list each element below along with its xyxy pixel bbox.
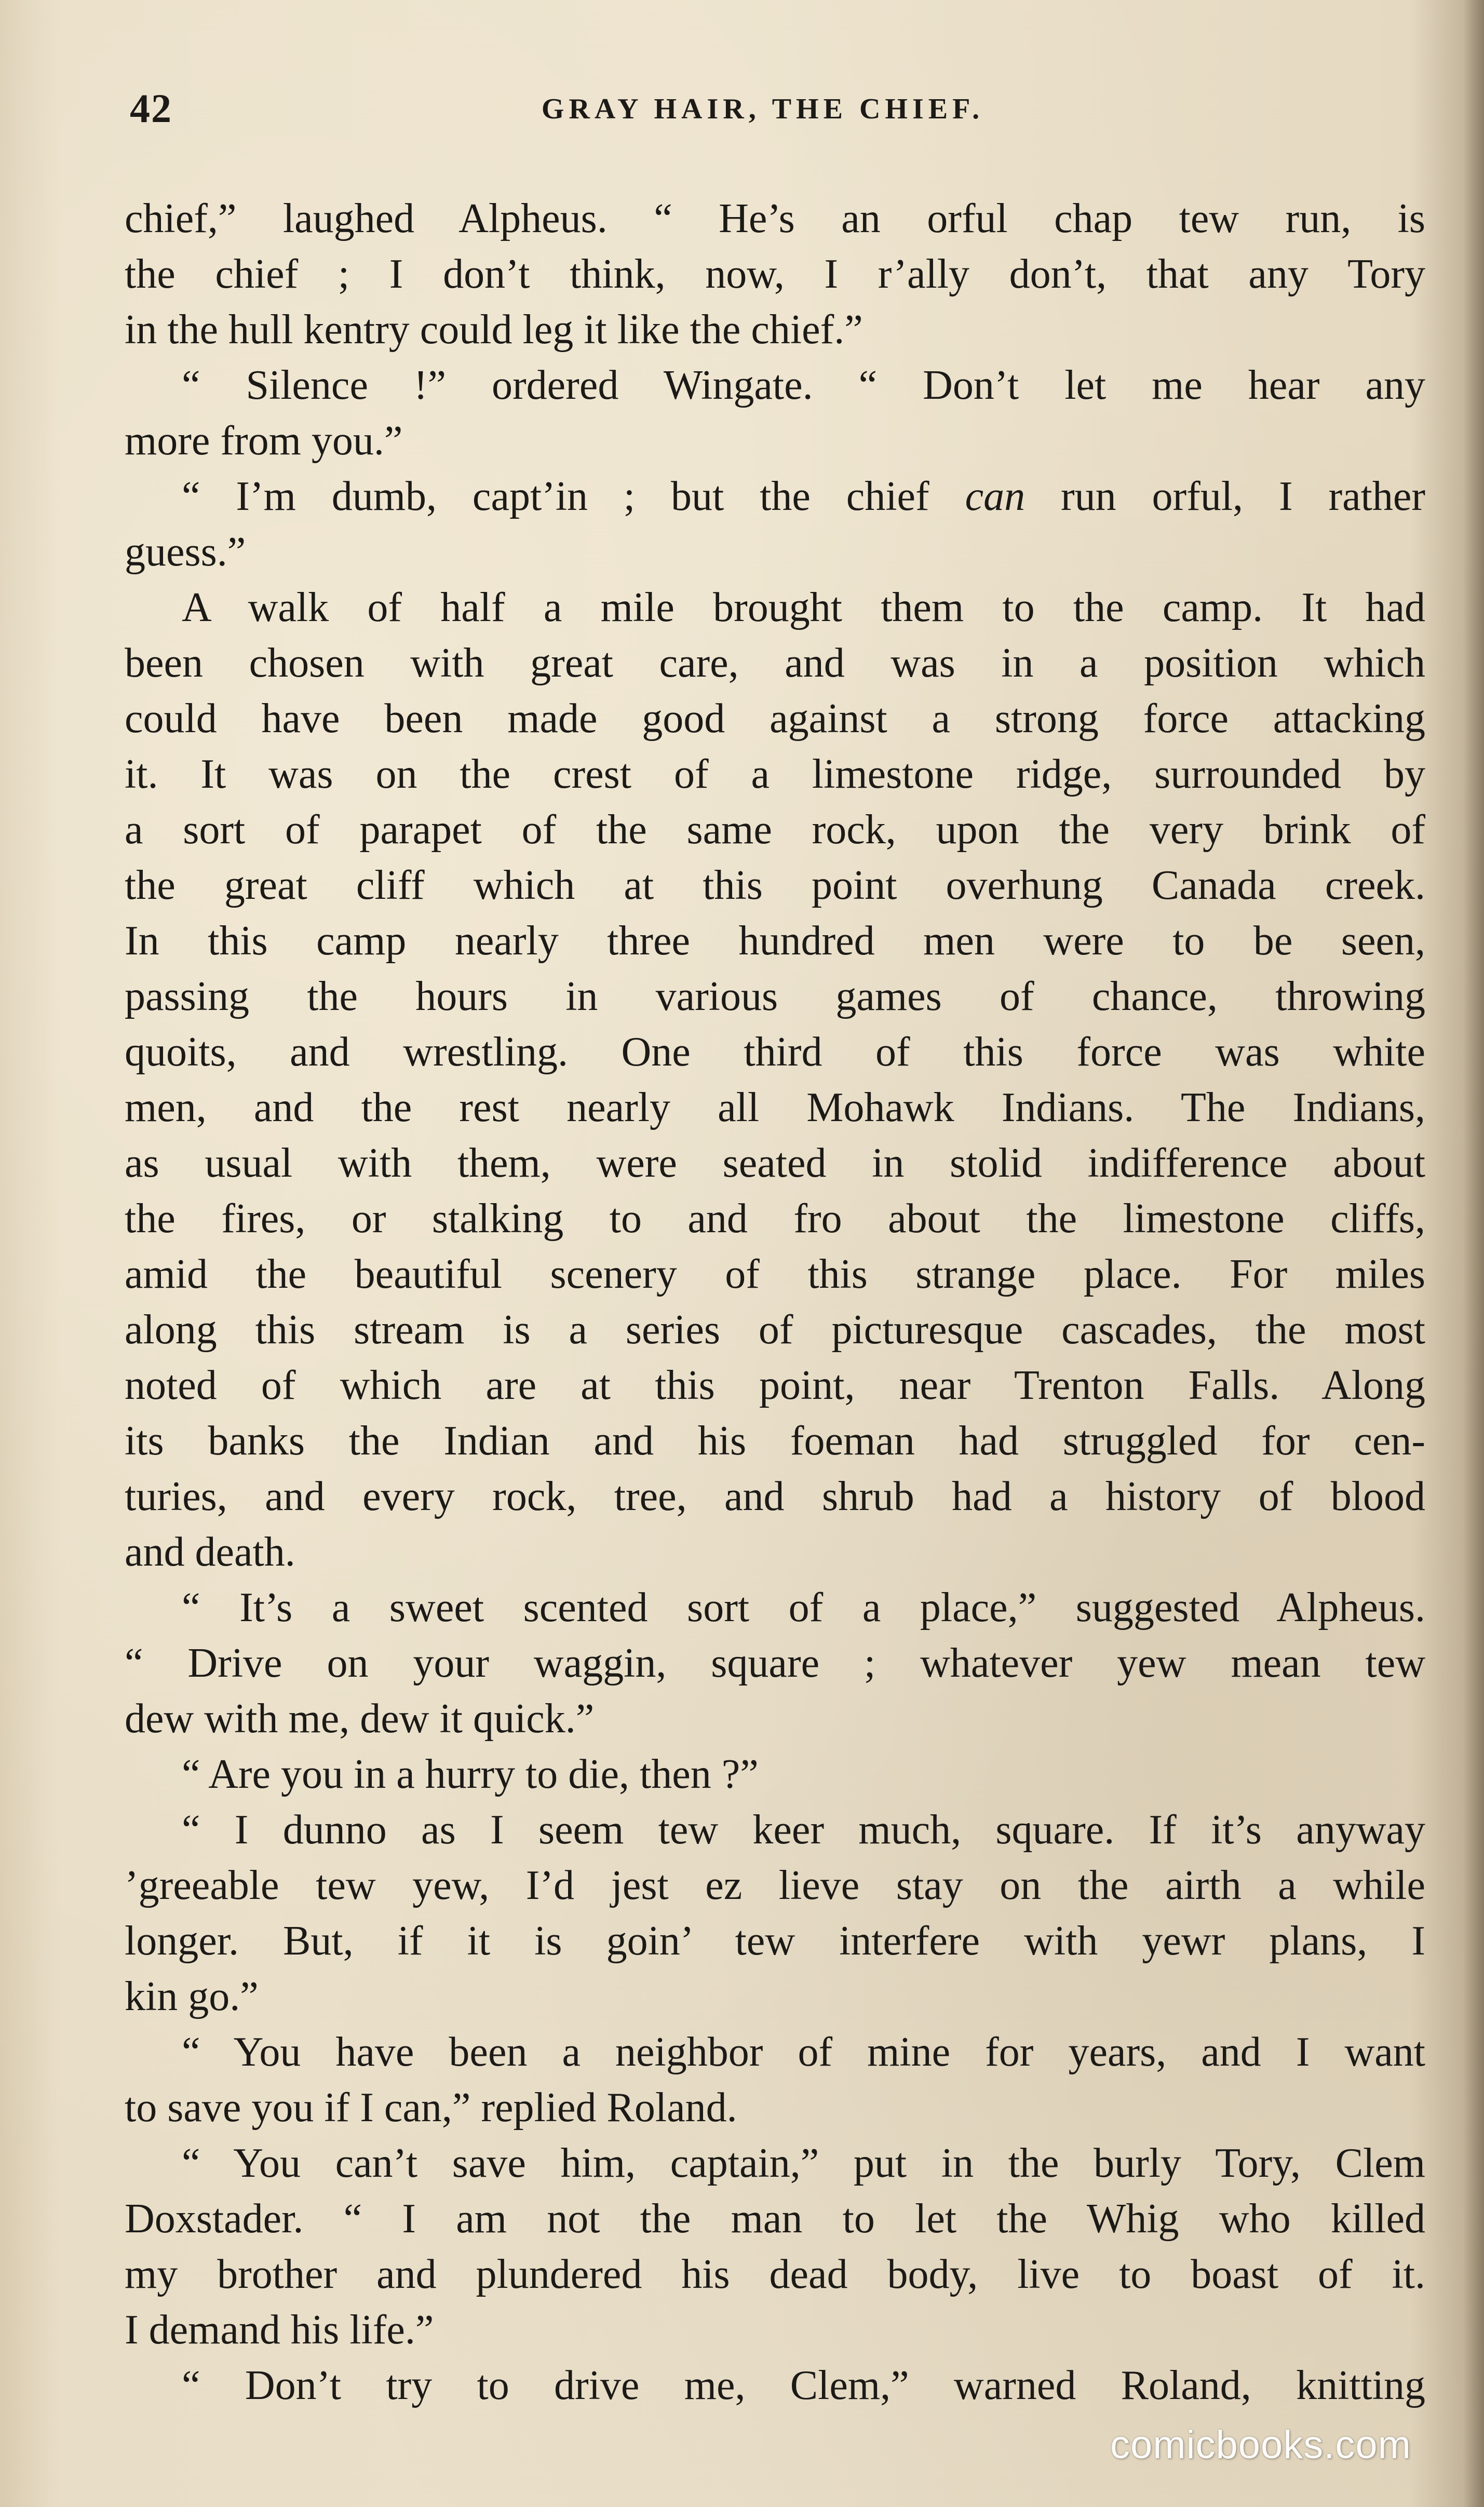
text-line: In this camp nearly three hundred men were to be seen, <box>125 918 1425 964</box>
text-line: passing the hours in various games of chance, throwing <box>125 974 1425 1019</box>
text-line: more from you.” <box>125 418 403 464</box>
text-line: “ I dunno as I seem tew keer much, square. If it’s anyway <box>182 1807 1425 1853</box>
text-line: “ You have been a neighbor of mine for years, and I want <box>182 2029 1425 2075</box>
running-head: GRAY HAIR, THE CHIEF. <box>541 93 984 125</box>
text-line: been chosen with great care, and was in a position which <box>125 640 1425 686</box>
watermark: comicbooks.com <box>1110 2423 1411 2467</box>
text-line: ’greeable tew yew, I’d jest ez lieve stay on the airth a while <box>125 1863 1425 1908</box>
text-line: its banks the Indian and his foeman had struggled for cen- <box>125 1418 1425 1464</box>
text-line: amid the beautiful scenery of this strange place. For miles <box>125 1251 1425 1297</box>
text-line: “ Silence !” ordered Wingate. “ Don’t let me hear any <box>182 362 1425 408</box>
text-line: A walk of half a mile brought them to the camp. It had <box>182 585 1425 630</box>
text-line: men, and the rest nearly all Mohawk Indians. The Indians, <box>125 1085 1425 1130</box>
emphasis: can <box>965 474 1026 519</box>
page-edge-shadow <box>1463 0 1484 2507</box>
text-line: kin go.” <box>125 1974 259 2019</box>
text-line: chief,” laughed Alpheus. “ He’s an orful chap tew run, is <box>125 196 1425 241</box>
text-line: noted of which are at this point, near Trenton Falls. Along <box>125 1363 1425 1408</box>
text-line: the fires, or stalking to and fro about the limestone cliffs, <box>125 1196 1425 1242</box>
text-line: the chief ; I don’t think, now, I r’ally don’t, that any Tory <box>125 251 1425 297</box>
text-line: “ Don’t try to drive me, Clem,” warned Roland, knitting <box>182 2363 1425 2408</box>
text-line: to save you if I can,” replied Roland. <box>125 2085 737 2131</box>
text-line: a sort of parapet of the same rock, upon the very brink of <box>125 807 1425 853</box>
text-line: “ Drive on your waggin, square ; whatever yew mean tew <box>125 1640 1425 1686</box>
text-line: in the hull kentry could leg it like the chief.” <box>125 307 863 353</box>
text-line: guess.” <box>125 529 246 575</box>
text-line: I demand his life.” <box>125 2307 434 2353</box>
text-line: the great cliff which at this point overhung Canada creek. <box>125 862 1425 908</box>
text-line: could have been made good against a strong force attacking <box>125 696 1425 742</box>
text-line: it. It was on the crest of a limestone ridge, surrounded by <box>125 751 1425 797</box>
text-line: “ I’m dumb, capt’in ; but the chief can run orful, I rather <box>182 474 1425 519</box>
text-line: and death. <box>125 1529 295 1575</box>
text-line: my brother and plundered his dead body, live to boast of it. <box>125 2252 1425 2297</box>
text-line: along this stream is a series of picturesque cascades, the most <box>125 1307 1425 1353</box>
text-line: “ Are you in a hurry to die, then ?” <box>182 1751 759 1797</box>
text-line: longer. But, if it is goin’ tew interfere with yewr plans, I <box>125 1918 1425 1964</box>
body-text <box>125 191 1425 2414</box>
text-line: as usual with them, were seated in stolid indifference about <box>125 1140 1425 1186</box>
text-line: turies, and every rock, tree, and shrub had a history of blood <box>125 1474 1425 1519</box>
text-line: Doxstader. “ I am not the man to let the Whig who killed <box>125 2196 1425 2242</box>
text-line: dew with me, dew it quick.” <box>125 1696 595 1742</box>
text-line: “ It’s a sweet scented sort of a place,” suggested Alpheus. <box>182 1585 1425 1630</box>
text-line: quoits, and wrestling. One third of this force was white <box>125 1029 1425 1075</box>
page-number: 42 <box>130 86 172 131</box>
text-line: “ You can’t save him, captain,” put in the burly Tory, Clem <box>182 2140 1425 2186</box>
